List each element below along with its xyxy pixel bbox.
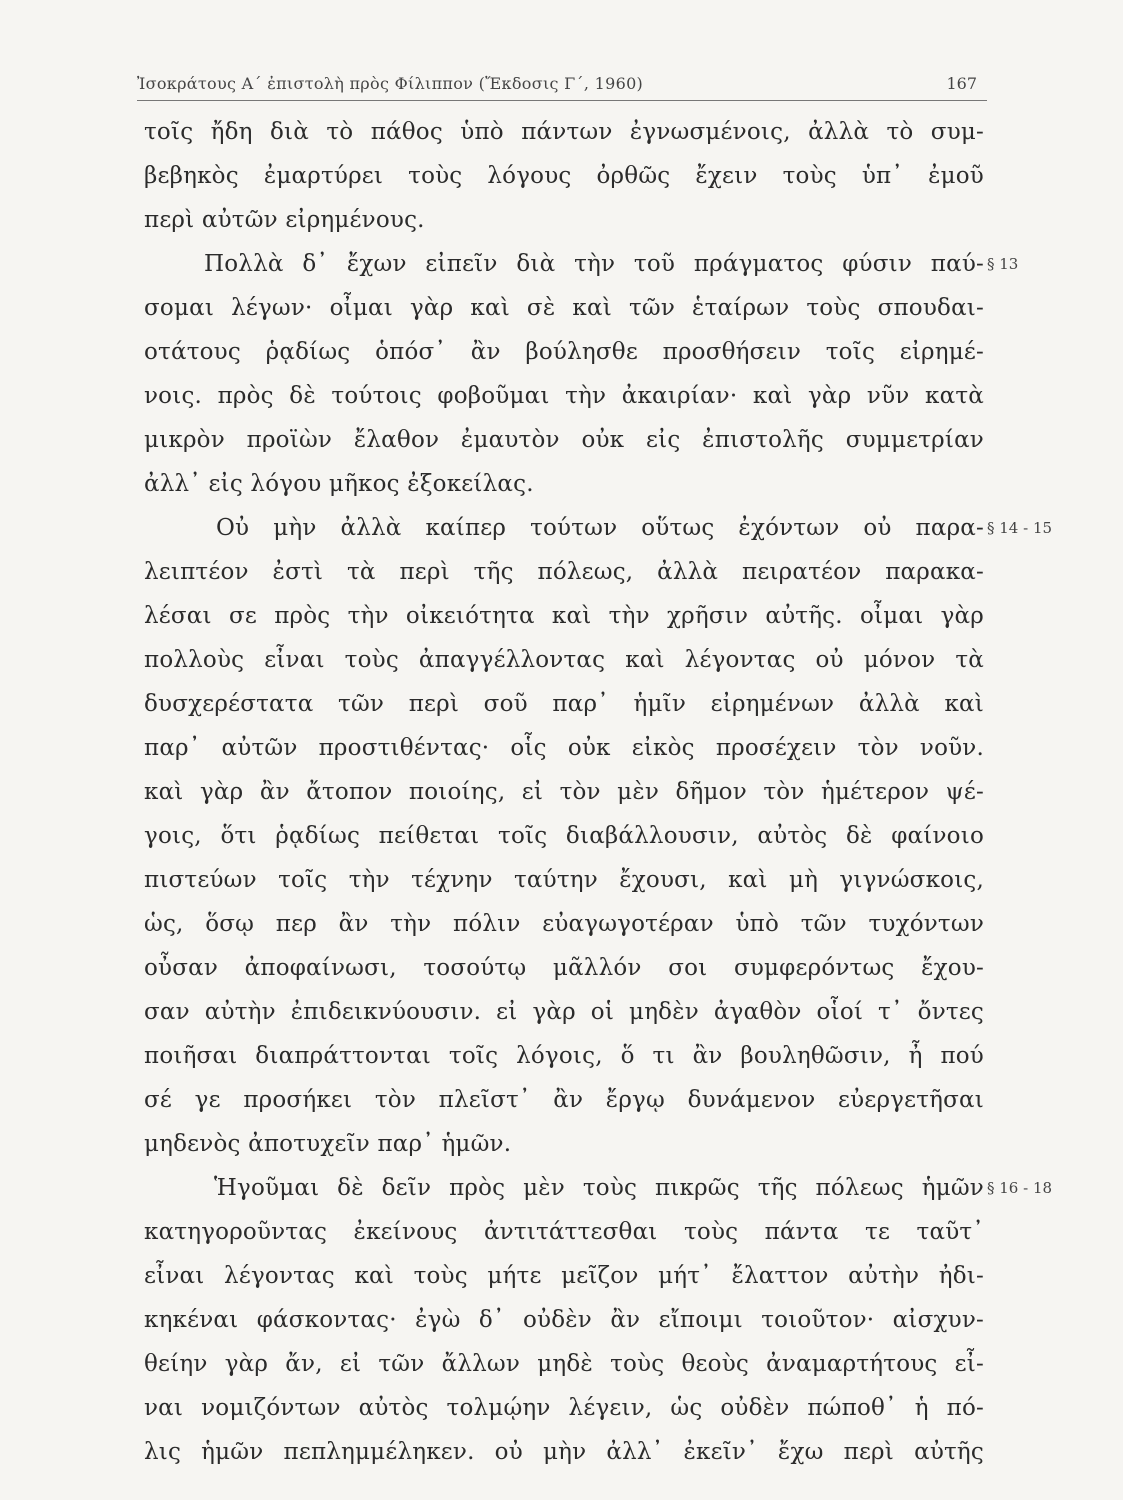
- text-line: παρ᾽ αὐτῶν προστιθέντας· οἷς οὐκ εἰκὸς προσέχειν τὸν νοῦν.: [144, 735, 984, 761]
- text-line: ἀλλ᾽ εἰς λόγου μῆκος ἐξοκείλας.: [144, 471, 534, 497]
- text-line: σαν αὐτὴν ἐπιδεικνύουσιν. εἰ γὰρ οἱ μηδὲν ἀγαθὸν οἷοί τ᾽ ὄντες: [144, 999, 984, 1025]
- text-line: ποιῆσαι διαπράττονται τοῖς λόγοις, ὅ τι ἂν βουληθῶσιν, ἦ πού: [144, 1043, 984, 1069]
- text-line: κηκέναι φάσκοντας· ἐγὼ δ᾽ οὐδὲν ἂν εἴποιμι τοιοῦτον· αἰσχυν-: [144, 1307, 984, 1333]
- text-line: εἶναι λέγοντας καὶ τοὺς μήτε μεῖζον μήτ᾽ ἔλαττον αὐτὴν ἠδι-: [144, 1263, 984, 1289]
- text-line: κατηγοροῦντας ἐκείνους ἀντιτάττεσθαι τοὺς πάντα τε ταῦτ᾽: [144, 1219, 984, 1245]
- text-line: οτάτους ῥᾳδίως ὁπόσ᾽ ἂν βούλησθε προσθήσειν τοῖς εἰρημέ-: [144, 339, 984, 365]
- text-line: οὖσαν ἀποφαίνωσι, τοσούτῳ μᾶλλόν σοι συμφερόντως ἔχου-: [144, 955, 984, 981]
- section-marker: § 14 - 15: [987, 519, 1053, 537]
- page-number: 167: [946, 74, 977, 93]
- text-line: πολλοὺς εἶναι τοὺς ἀπαγγέλλοντας καὶ λέγοντας οὐ μόνον τὰ: [144, 647, 984, 673]
- section-marker: § 16 - 18: [987, 1179, 1053, 1197]
- text-line: μηδενὸς ἀποτυχεῖν παρ᾽ ἡμῶν.: [144, 1131, 512, 1157]
- text-line: τοῖς ἤδη διὰ τὸ πάθος ὑπὸ πάντων ἐγνωσμένοις, ἀλλὰ τὸ συμ-: [144, 119, 984, 145]
- text-line: περὶ αὐτῶν εἰρημένους.: [144, 207, 425, 233]
- text-line: λειπτέον ἐστὶ τὰ περὶ τῆς πόλεως, ἀλλὰ πειρατέον παρακα-: [144, 559, 984, 585]
- text-line: καὶ γὰρ ἂν ἄτοπον ποιοίης, εἰ τὸν μὲν δῆμον τὸν ἡμέτερον ψέ-: [144, 779, 984, 805]
- header-title: Ἰσοκράτους Α΄ ἐπιστολὴ πρὸς Φίλιππον (Ἔκδοσις Γ΄, 1960): [137, 74, 644, 93]
- section-marker: § 13: [987, 255, 1019, 273]
- running-header: [137, 70, 987, 101]
- text-line: βεβηκὸς ἐμαρτύρει τοὺς λόγους ὀρθῶς ἔχειν τοὺς ὑπ᾽ ἐμοῦ: [144, 163, 984, 189]
- text-line: ναι νομιζόντων αὐτὸς τολμῴην λέγειν, ὡς οὐδὲν πώποθ᾽ ἡ πό-: [144, 1395, 984, 1421]
- text-line: Πολλὰ δ᾽ ἔχων εἰπεῖν διὰ τὴν τοῦ πράγματος φύσιν παύ-: [204, 251, 984, 277]
- text-line: σέ γε προσήκει τὸν πλεῖστ᾽ ἂν ἔργῳ δυνάμενον εὐεργετῆσαι: [144, 1087, 984, 1113]
- text-line: γοις, ὅτι ῥᾳδίως πείθεται τοῖς διαβάλλουσιν, αὐτὸς δὲ φαίνοιο: [144, 823, 984, 849]
- text-line: πιστεύων τοῖς τὴν τέχνην ταύτην ἔχουσι, καὶ μὴ γιγνώσκοις,: [144, 867, 984, 893]
- text-line: νοις. πρὸς δὲ τούτοις φοβοῦμαι τὴν ἀκαιρίαν· καὶ γὰρ νῦν κατὰ: [144, 383, 984, 409]
- text-line: Ἡγοῦμαι δὲ δεῖν πρὸς μὲν τοὺς πικρῶς τῆς πόλεως ἡμῶν: [214, 1175, 984, 1201]
- text-line: Οὐ μὴν ἀλλὰ καίπερ τούτων οὕτως ἐχόντων οὐ παρα-: [216, 515, 984, 541]
- text-line: λις ἡμῶν πεπλημμέληκεν. οὐ μὴν ἀλλ᾽ ἐκεῖν᾽ ἔχω περὶ αὐτῆς: [144, 1439, 984, 1465]
- text-line: δυσχερέστατα τῶν περὶ σοῦ παρ᾽ ἡμῖν εἰρημένων ἀλλὰ καὶ: [144, 691, 984, 717]
- text-line: σομαι λέγων· οἶμαι γὰρ καὶ σὲ καὶ τῶν ἑταίρων τοὺς σπουδαι-: [144, 295, 984, 321]
- text-line: μικρὸν προϊὼν ἔλαθον ἐμαυτὸν οὐκ εἰς ἐπιστολῆς συμμετρίαν: [144, 427, 984, 453]
- text-line: ὡς, ὅσῳ περ ἂν τὴν πόλιν εὐαγωγοτέραν ὑπὸ τῶν τυχόντων: [144, 911, 984, 937]
- text-line: λέσαι σε πρὸς τὴν οἰκειότητα καὶ τὴν χρῆσιν αὐτῆς. οἶμαι γὰρ: [144, 603, 984, 629]
- text-line: θείην γὰρ ἄν, εἰ τῶν ἄλλων μηδὲ τοὺς θεοὺς ἀναμαρτήτους εἶ-: [144, 1351, 984, 1377]
